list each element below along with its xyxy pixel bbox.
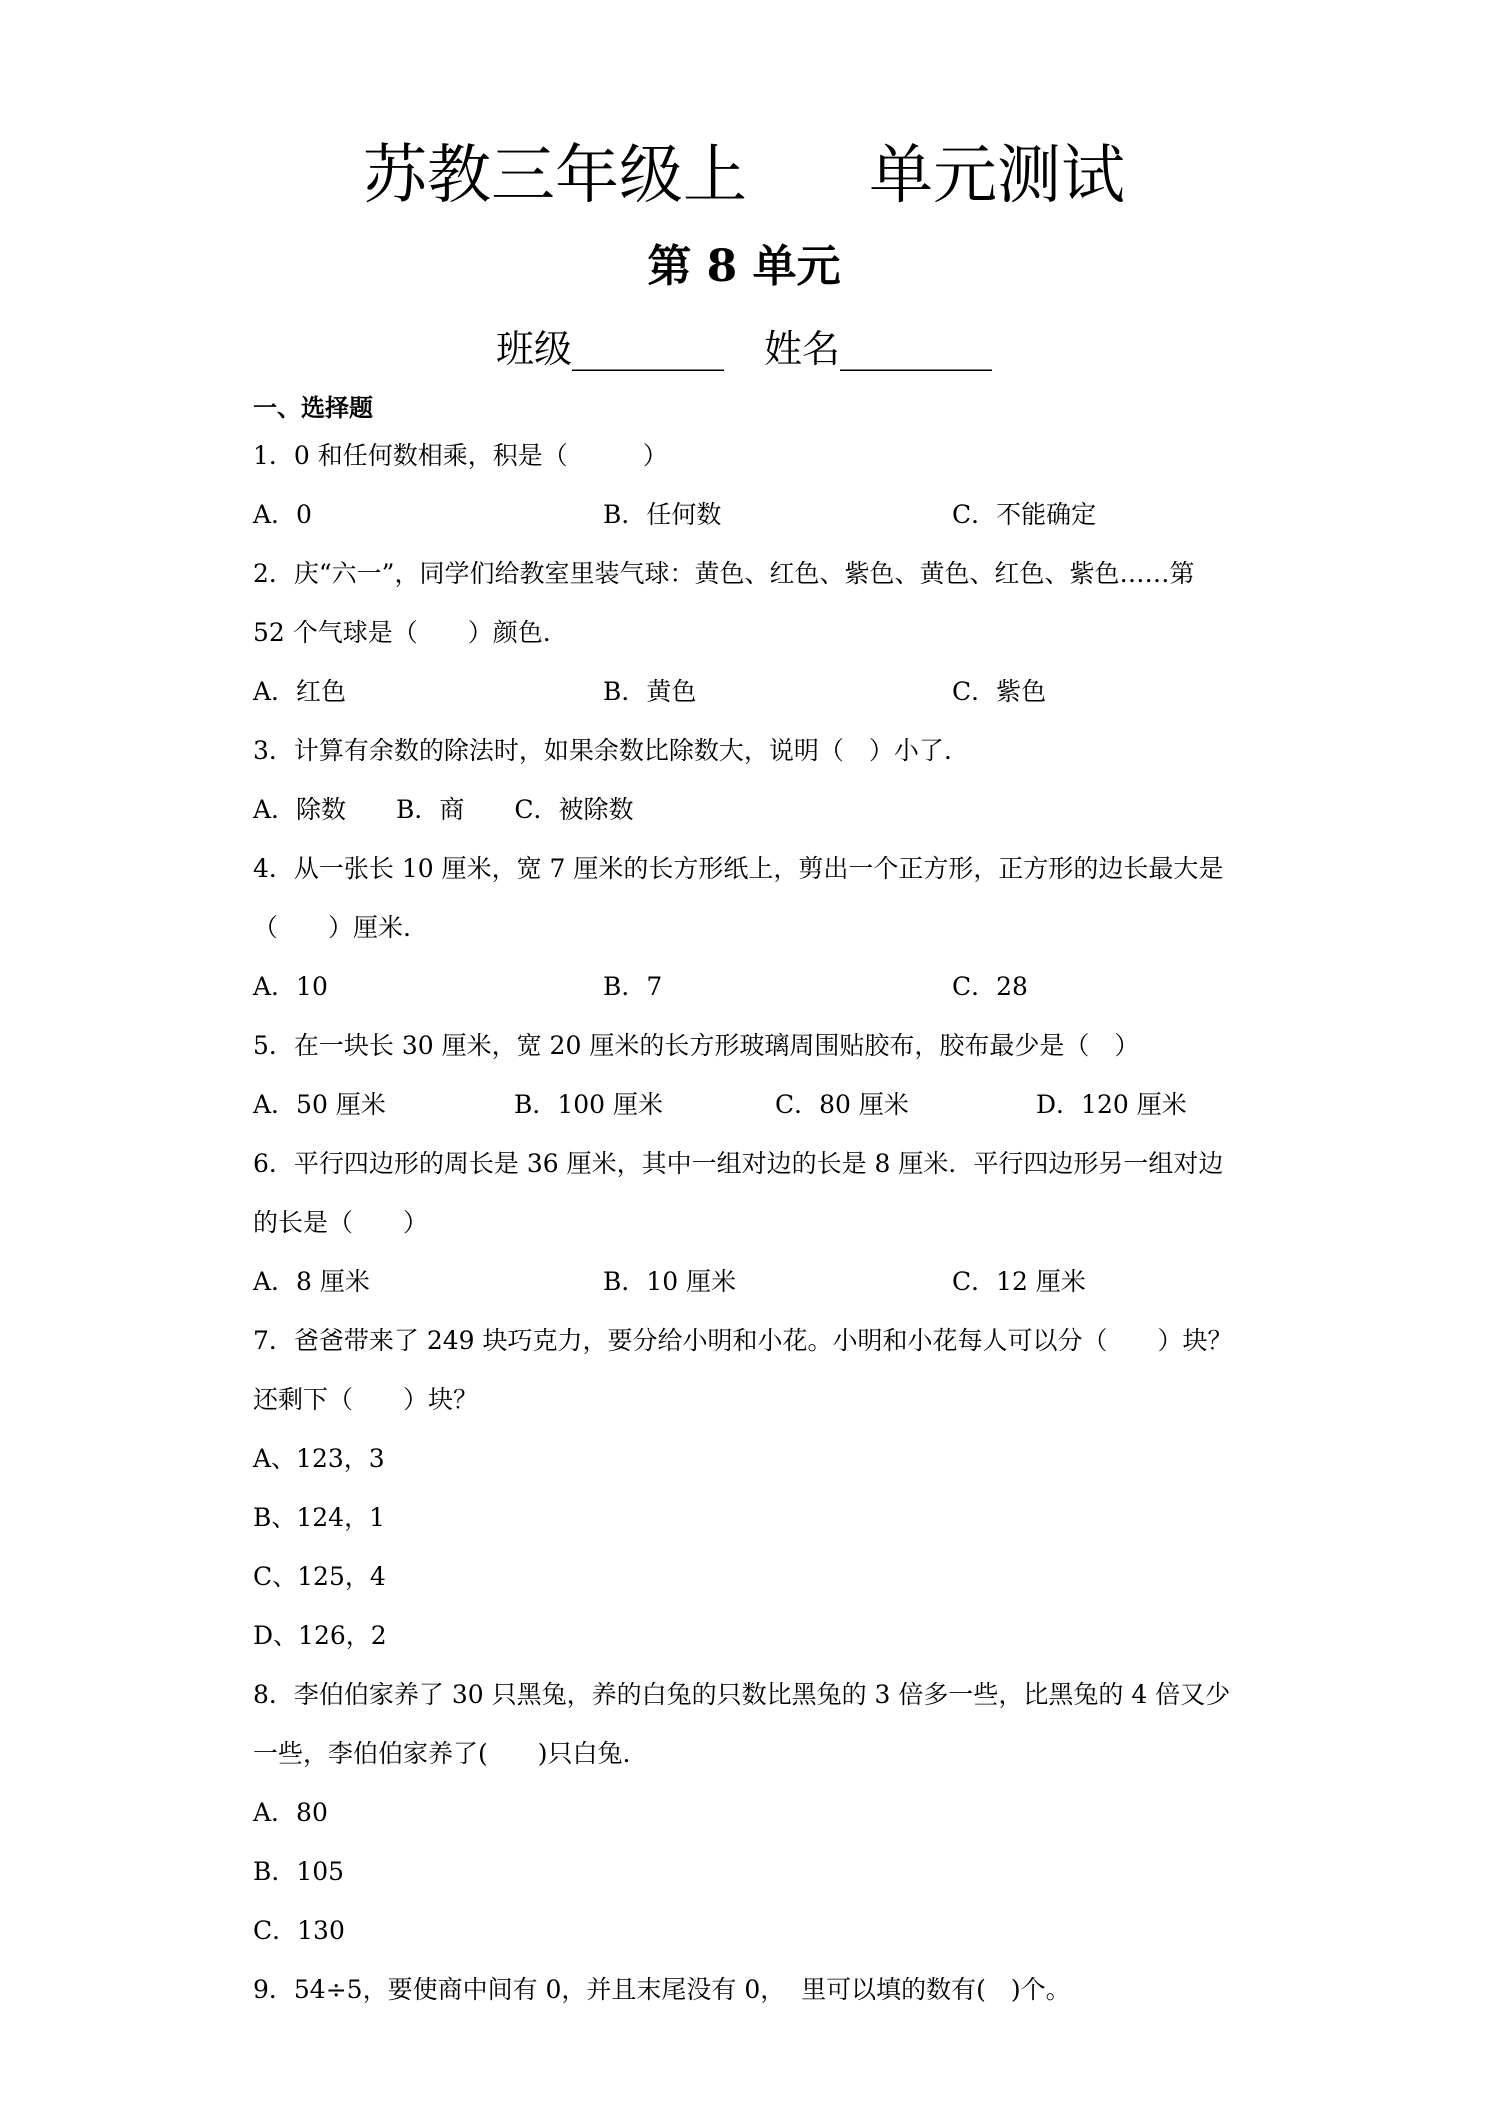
question-7-option-a: A、123，3 — [253, 1444, 385, 1473]
question-2-option-b: B．黄色 — [603, 677, 697, 706]
question-2-line-2: 52 个气球是（ ）颜色. — [253, 618, 551, 647]
question-6-option-c: C．12 厘米 — [952, 1267, 1086, 1296]
question-4-option-b: B．7 — [603, 972, 663, 1001]
question-3-options: A．除数 B．商 C．被除数 — [253, 795, 634, 824]
question-8-option-b: B．105 — [253, 1857, 345, 1886]
question-8-option-c: C．130 — [253, 1916, 345, 1945]
question-5-option-a: A．50 厘米 — [253, 1090, 386, 1119]
question-2-option-c: C．紫色 — [952, 677, 1047, 706]
question-1-option-c: C．不能确定 — [952, 500, 1097, 529]
question-4-line-1: 4．从一张长 10 厘米，宽 7 厘米的长方形纸上，剪出一个正方形，正方形的边长最大是 — [253, 854, 1224, 883]
question-4-option-a: A．10 — [253, 972, 328, 1001]
question-7-option-b: B、124，1 — [253, 1503, 385, 1532]
question-8-line-1: 8．李伯伯家养了 30 只黑兔，养的白兔的只数比黑兔的 3 倍多一些，比黑兔的 4 倍又少 — [253, 1680, 1231, 1709]
section-heading: 一、选择题 — [253, 394, 373, 422]
question-6-option-a: A．8 厘米 — [253, 1267, 370, 1296]
question-7-line-1: 7．爸爸带来了 249 块巧克力，要分给小明和小花。小明和小花每人可以分（ ）块？ — [253, 1326, 1233, 1355]
question-6-option-b: B．10 厘米 — [603, 1267, 737, 1296]
question-7-line-2: 还剩下（ ）块？ — [253, 1385, 479, 1414]
class-field: 班级________ — [495, 327, 724, 371]
question-2-line-1: 2．庆“六一”，同学们给教室里装气球：黄色、红色、紫色、黄色、红色、紫色……第 — [253, 559, 1195, 588]
question-4-line-2: （ ）厘米. — [253, 913, 411, 942]
question-3-text: 3．计算有余数的除法时，如果余数比除数大，说明（ ）小了. — [253, 736, 952, 765]
question-1-option-b: B．任何数 — [603, 500, 722, 529]
name-field: 姓名________ — [764, 327, 993, 371]
question-5-option-b: B．100 厘米 — [514, 1090, 664, 1119]
question-7-option-c: C、125，4 — [253, 1562, 386, 1591]
question-5-option-c: C．80 厘米 — [775, 1090, 909, 1119]
question-1-option-a: A．0 — [253, 500, 312, 529]
question-8-option-a: A．80 — [253, 1798, 328, 1827]
unit-subtitle: 第 8 单元 — [647, 241, 841, 292]
question-5-option-d: D．120 厘米 — [1036, 1090, 1187, 1119]
question-5-text: 5．在一块长 30 厘米，宽 20 厘米的长方形玻璃周围贴胶布，胶布最少是（ ） — [253, 1031, 1140, 1060]
question-8-line-2: 一些，李伯伯家养了( )只白兔. — [253, 1739, 631, 1768]
question-6-line-2: 的长是（ ） — [253, 1208, 429, 1237]
student-info-line — [0, 325, 1488, 373]
question-9-text: 9．54÷5，要使商中间有 0，并且末尾没有 0， 里可以填的数有( )个。 — [253, 1975, 1071, 2004]
question-7-option-d: D、126，2 — [253, 1621, 387, 1650]
page-title: 苏教三年级上 单元测试 — [362, 139, 1126, 213]
question-2-option-a: A．红色 — [253, 677, 347, 706]
question-1-text: 1．0 和任何数相乘，积是（ ） — [253, 441, 668, 470]
question-6-line-1: 6．平行四边形的周长是 36 厘米，其中一组对边的长是 8 厘米．平行四边形另一组对边 — [253, 1149, 1224, 1178]
question-4-option-c: C．28 — [952, 972, 1028, 1001]
